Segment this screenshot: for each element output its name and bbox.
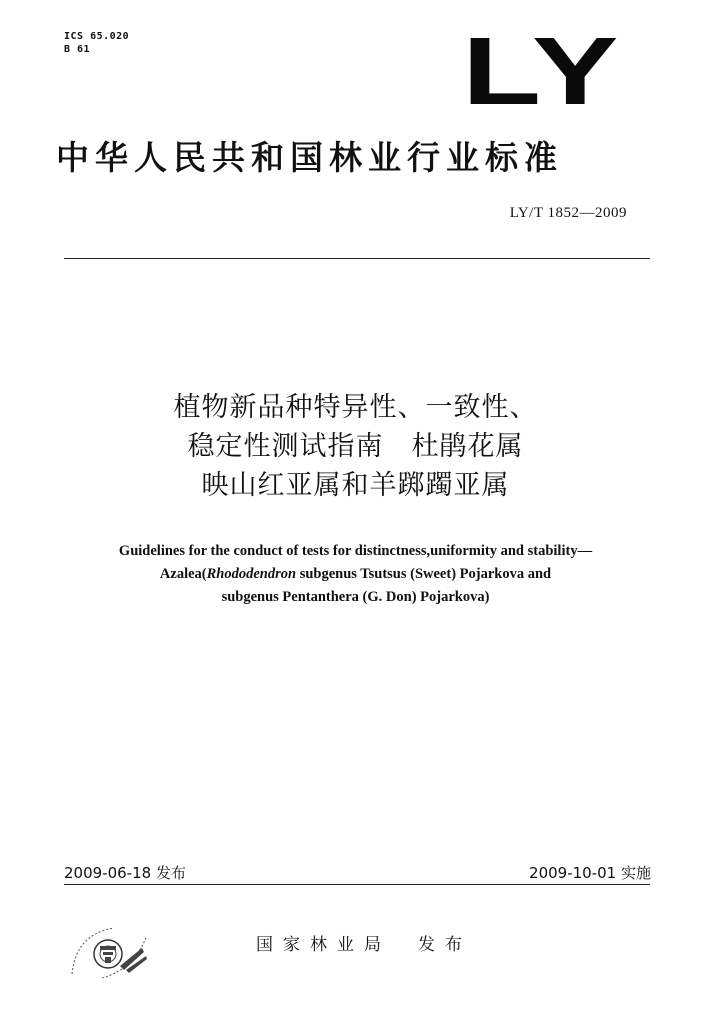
chinese-title-line-2: 稳定性测试指南 杜鹃花属 xyxy=(187,431,524,462)
chinese-title-line-3: 映山红亚属和羊踯躅亚属 xyxy=(201,470,510,501)
publisher: 国家林业局 发布 xyxy=(256,935,472,955)
standard-number: LY/T 1852—2009 xyxy=(509,205,627,221)
footer-divider xyxy=(64,884,650,885)
english-title-line-2-pre: Azalea( xyxy=(159,566,207,582)
classification-codes xyxy=(64,30,129,56)
implementation-date: 2009-10-01 实施 xyxy=(529,864,651,882)
issue-date: 2009-06-18 发布 xyxy=(64,864,186,882)
ics-code: ICS 65.020 xyxy=(64,31,130,42)
header-divider xyxy=(64,258,650,259)
chinese-title-line-1: 植物新品种特异性、一致性、 xyxy=(173,392,538,423)
english-title-line-1: Guidelines for the conduct of tests for distinctness,uniformity and stability— xyxy=(118,543,593,559)
standard-category-title: 中华人民共和国林业行业标准 xyxy=(56,138,563,177)
publisher-seal-icon xyxy=(62,918,158,988)
english-title-line-2 xyxy=(0,563,711,586)
chinese-title xyxy=(0,388,711,505)
english-title-line-2-post: subgenus Tsutsus (Sweet) Pojarkova and xyxy=(296,566,552,582)
ly-logo: LY xyxy=(462,18,622,125)
english-title xyxy=(0,540,711,609)
english-title-line-3: subgenus Pentanthera (G. Don) Pojarkova) xyxy=(221,589,490,605)
english-title-genus: Rhododendron xyxy=(206,566,297,582)
ccs-code: B 61 xyxy=(64,44,91,55)
